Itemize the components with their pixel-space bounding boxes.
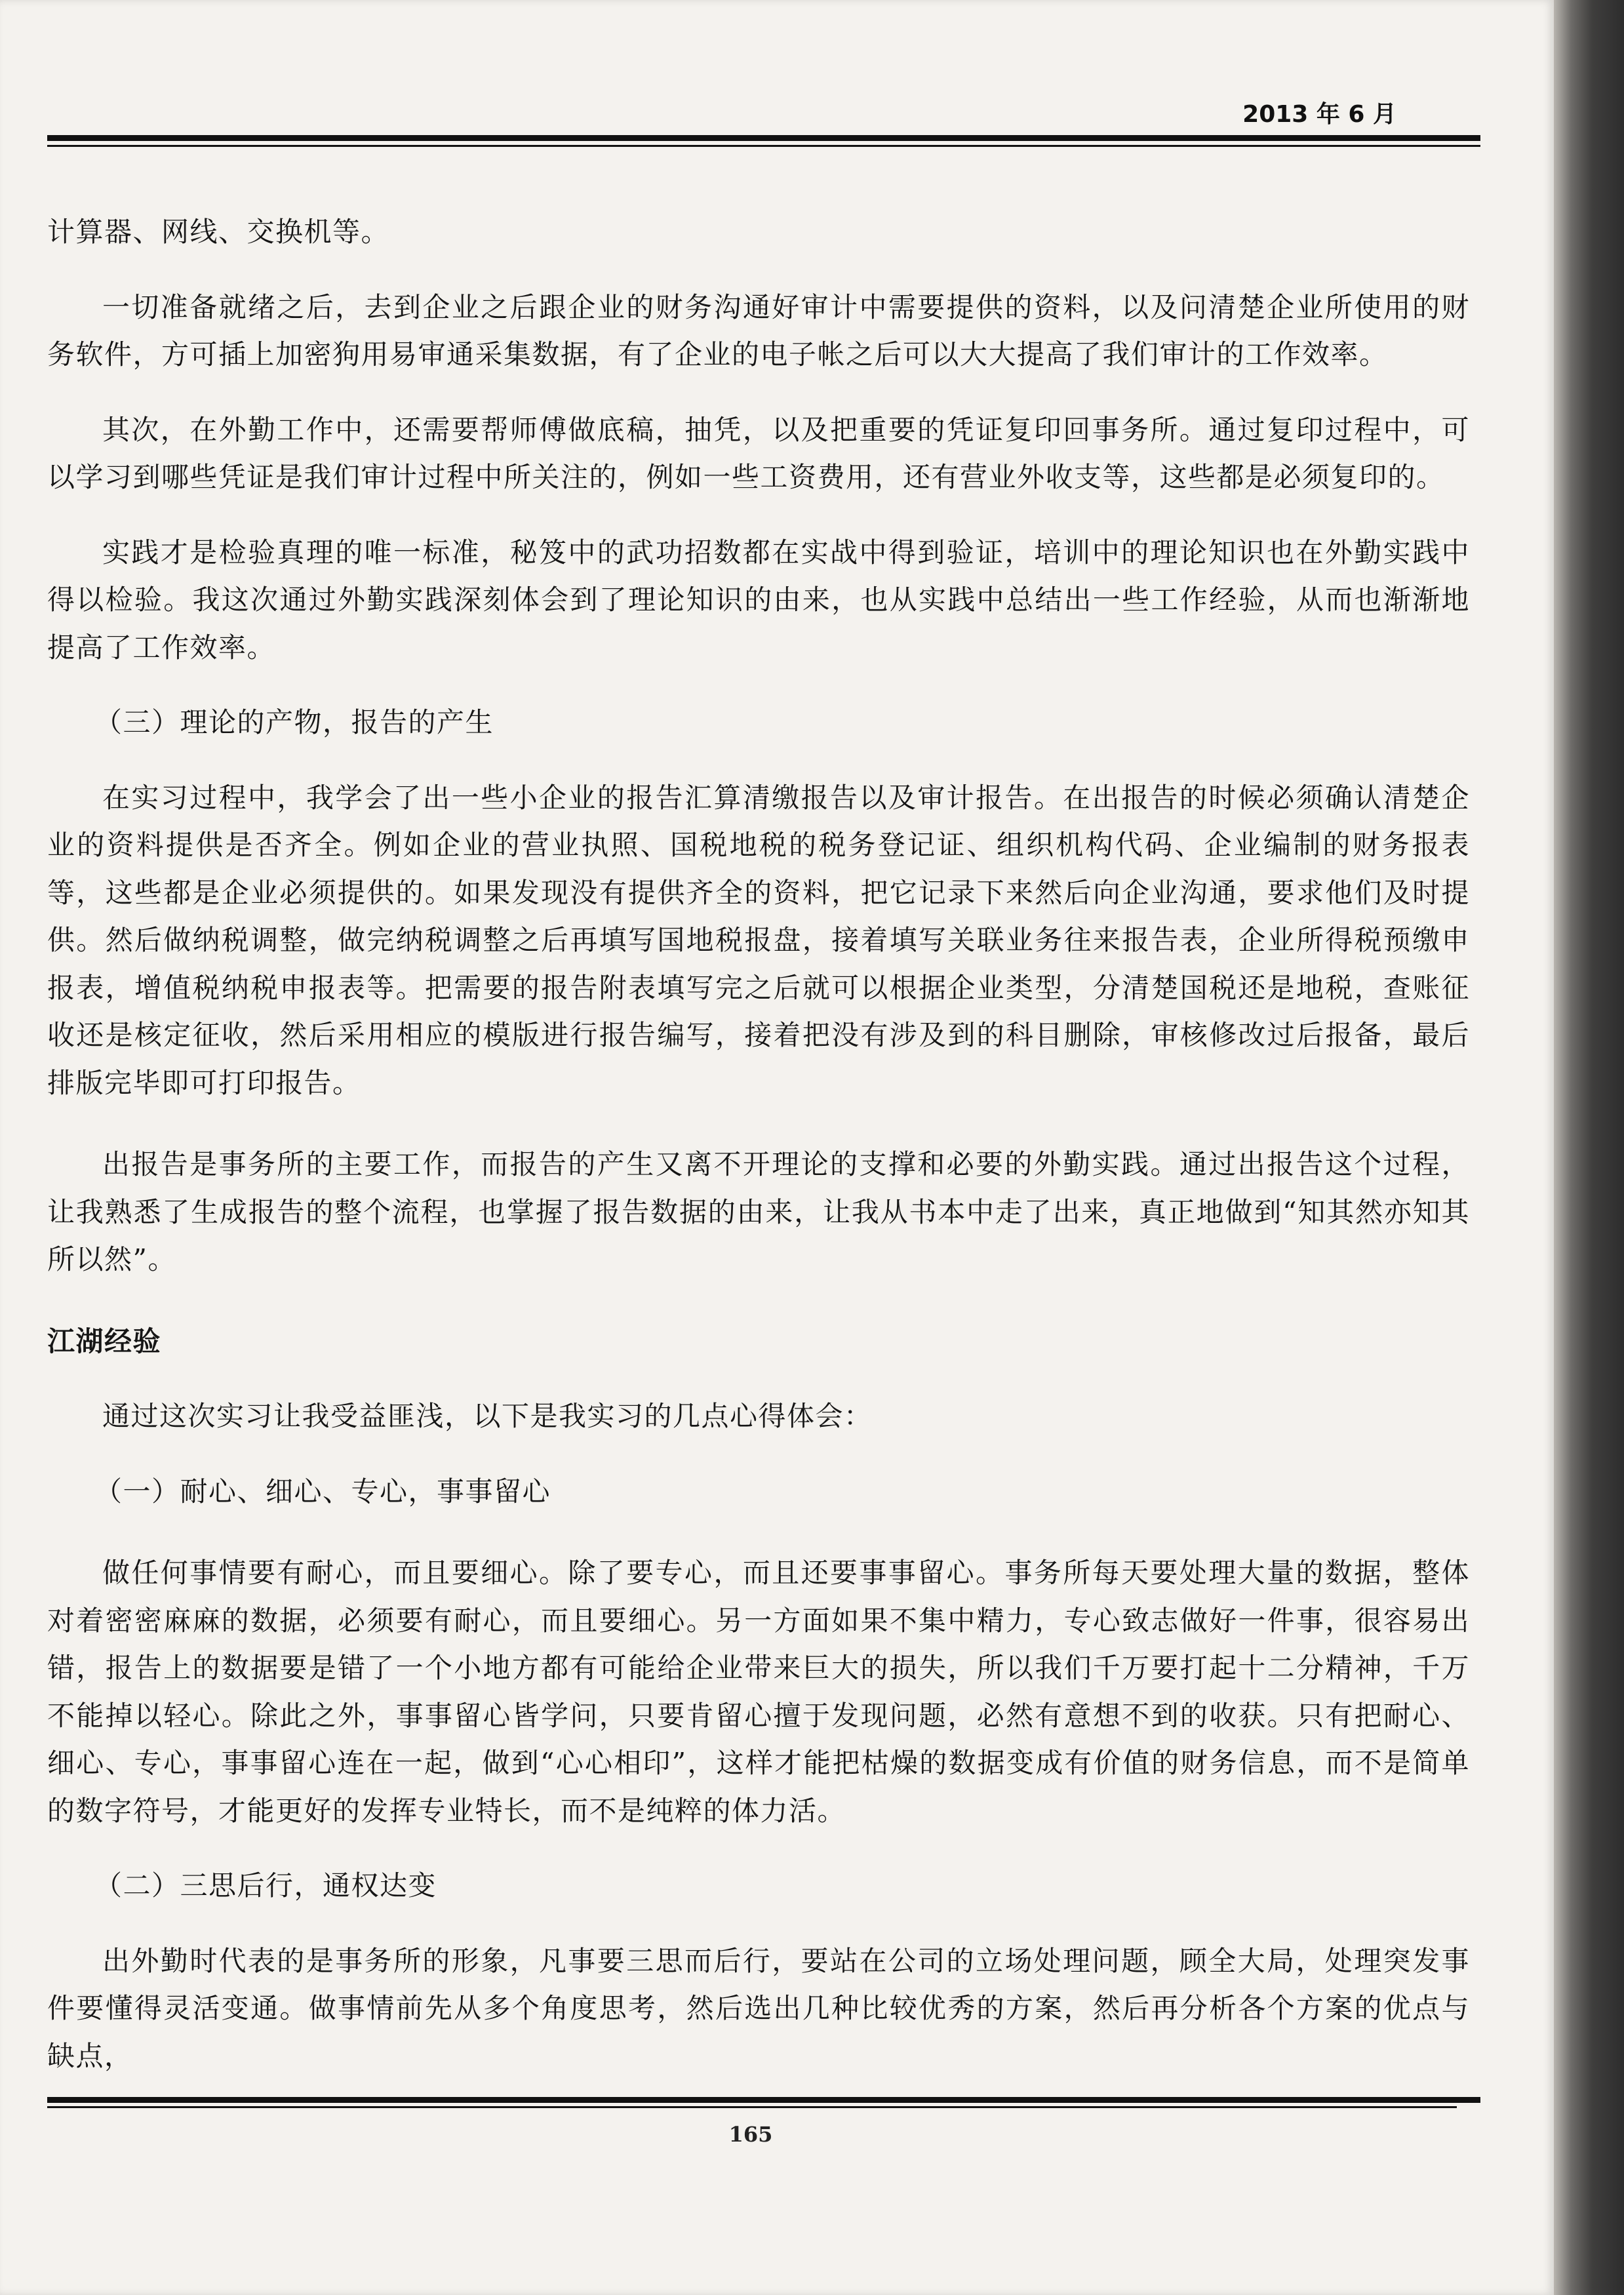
paragraph: 其次，在外勤工作中，还需要帮师傅做底稿，抽凭，以及把重要的凭证复印回事务所。通过复印过程中，可以学习到哪些凭证是我们审计过程中所关注的，例如一些工资费用，还有营业外收支等，这些都是必须复印的。 (47, 413, 1470, 493)
footer-rule-thin (47, 2106, 1457, 2108)
paragraph: 出外勤时代表的是事务所的形象，凡事要三思而后行，要站在公司的立场处理问题，顾全大局，处理突发事件要懂得灵活变通。做事情前先从多个角度思考，然后选出几种比较优秀的方案，然后再分析各个方案的优点与缺点， (47, 1944, 1470, 2072)
footer-rule (47, 2097, 1480, 2103)
header-date: 2013 年 6 月 (1242, 101, 1396, 128)
section-heading: （二）三思后行，通权达变 (94, 1869, 437, 1902)
paragraph: 计算器、网线、交换机等。 (47, 216, 390, 248)
paragraph: 出报告是事务所的主要工作，而报告的产生又离不开理论的支撑和必要的外勤实践。通过出报告这个过程，让我熟悉了生成报告的整个流程，也掌握了报告数据的由来，让我从书本中走了出来，真正地做到“知其然亦知其所以然”。 (47, 1148, 1470, 1275)
paragraph: 通过这次实习让我受益匪浅，以下是我实习的几点心得体会： (102, 1400, 873, 1432)
section-title: 江湖经验 (47, 1325, 162, 1357)
paragraph: 在实习过程中，我学会了出一些小企业的报告汇算清缴报告以及审计报告。在出报告的时候必须确认清楚企业的资料提供是否齐全。例如企业的营业执照、国税地税的税务登记证、组织机构代码、企业编制的财务报表等，这些都是企业必须提供的。如果发现没有提供齐全的资料，把它记录下来然后向企业沟通，要求他们及时提供。然后做纳税调整，做完纳税调整之后再填写国地税报盘，接着填写关联业务往来报告表，企业所得税预缴申报表，增值税纳税申报表等。把需要的报告附表填写完之后就可以根据企业类型，分清楚国税还是地税，查账征收还是核定征收，然后采用相应的模版进行报告编写，接着把没有涉及到的科目删除，审核修改过后报备，最后排版完毕即可打印报告。 (47, 781, 1470, 1099)
scan-edge-shadow (1554, 0, 1624, 2295)
section-heading: （一）耐心、细心、专心，事事留心 (94, 1475, 551, 1507)
header-rule-thin (47, 145, 1480, 147)
header-rule (47, 135, 1480, 141)
paragraph: 一切准备就绪之后，去到企业之后跟企业的财务沟通好审计中需要提供的资料，以及问清楚企业所使用的财务软件，方可插上加密狗用易审通采集数据，有了企业的电子帐之后可以大大提高了我们审计的工作效率。 (47, 290, 1470, 370)
page-number: 165 (728, 2122, 773, 2147)
article-body (47, 209, 1470, 2080)
paragraph: 做任何事情要有耐心，而且要细心。除了要专心，而且还要事事留心。事务所每天要处理大量的数据，整体对着密密麻麻的数据，必须要有耐心，而且要细心。另一方面如果不集中精力，专心致志做好一件事，很容易出错，报告上的数据要是错了一个小地方都有可能给企业带来巨大的损失，所以我们千万要打起十二分精神，千万不能掉以轻心。除此之外，事事留心皆学问，只要肯留心擅于发现问题，必然有意想不到的收获。只有把耐心、细心、专心，事事留心连在一起，做到“心心相印”，这样才能把枯燥的数据变成有价值的财务信息，而不是简单的数字符号，才能更好的发挥专业特长，而不是纯粹的体力活。 (47, 1557, 1470, 1827)
paragraph: 实践才是检验真理的唯一标准，秘笈中的武功招数都在实战中得到验证，培训中的理论知识也在外勤实践中得以检验。我这次通过外勤实践深刻体会到了理论知识的由来，也从实践中总结出一些工作经验，从而也渐渐地提高了工作效率。 (47, 536, 1470, 664)
section-heading: （三）理论的产物，报告的产生 (94, 706, 494, 738)
